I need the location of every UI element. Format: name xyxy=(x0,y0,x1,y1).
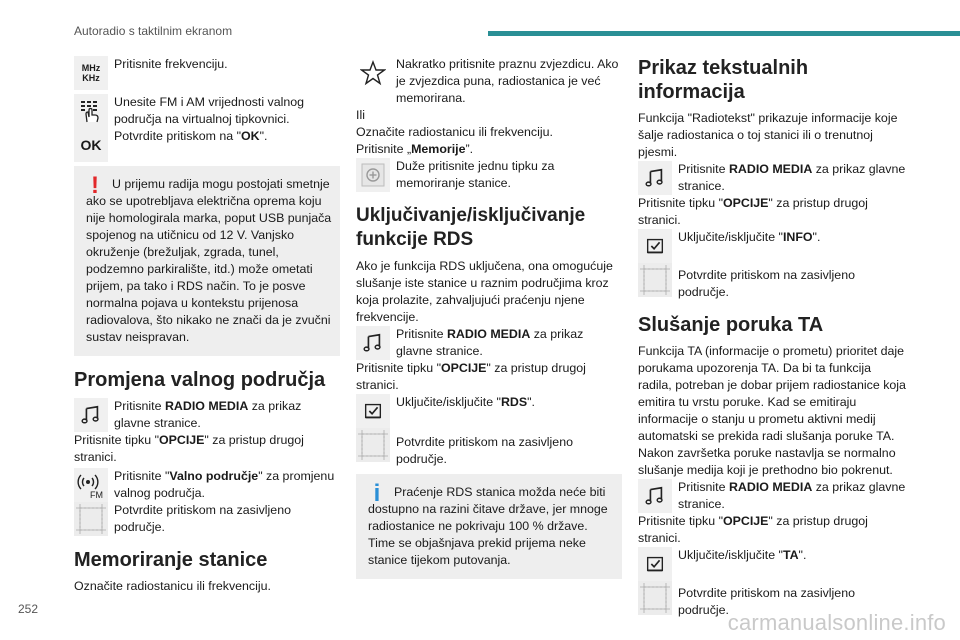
column-2 xyxy=(356,56,622,579)
toggle-checkbox-icon xyxy=(356,394,390,428)
music-note-icon xyxy=(638,161,672,195)
radio-fm-icon xyxy=(74,468,108,502)
text-step-radio-media: Pritisnite RADIO MEDIA za prikaz glavne stranice. xyxy=(638,161,908,195)
music-note-icon xyxy=(74,398,108,432)
header-accent-bar xyxy=(488,31,960,36)
info-icon: i xyxy=(373,480,381,507)
text-step-toggle: Uključite/isključite "INFO". xyxy=(638,229,908,263)
heading-text-info: Prikaz tekstualnih informacija xyxy=(638,57,809,103)
step-longpress: Duže pritisnite jednu tipku za memoriranje stanice. xyxy=(356,158,622,192)
step-frequency xyxy=(74,56,340,92)
ta-step-toggle: Uključite/isključite "TA". xyxy=(638,547,908,581)
toggle-checkbox-icon xyxy=(638,547,672,581)
heading-memory: Memoriranje stanice xyxy=(74,549,268,571)
rds-step-confirm: Potvrdite pritiskom na zasivljeno područje. xyxy=(356,428,622,468)
step-ok: OK Potvrdite pritiskom na "OK". xyxy=(74,128,340,162)
step-frequency-text: Pritisnite frekvenciju. xyxy=(114,57,228,71)
music-note-icon xyxy=(356,326,390,360)
column-3 xyxy=(638,56,908,619)
heading-band: Promjena valnog područja xyxy=(74,369,326,391)
column-1 xyxy=(74,56,340,595)
band-step-wave: FM Pritisnite "Valno područje" za promjenu valnog područja. xyxy=(74,468,340,502)
svg-text:FM: FM xyxy=(90,490,103,499)
ta-step-radio-media: Pritisnite RADIO MEDIA za prikaz glavne stranice. xyxy=(638,479,908,513)
ta-options-line: Pritisnite tipku "OPCIJE" za pristup drugoj stranici. xyxy=(638,514,868,545)
warning-note: ! U prijemu radija mogu postojati smetnje ako se upotrebljava električna oprema koju nije homologirala marka, poput USB punjača spojenog na utičnicu od 12 V. Vanjsko okruženje (brežuljak, zgrada, tunel, podzemno parkiralište, itd.) može ometati prijem, pa tako i RDS način. To je posve normalna pojava u kontekstu prijenosa radiovalova, što nikako ne znači da je zvučni sustav neispravan. xyxy=(74,166,340,356)
toggle-checkbox-icon xyxy=(638,229,672,263)
ta-paragraph: Funkcija TA (informacije o prometu) prioritet daje porukama upozorenja TA. Da bi ta funkcija radila, potreban je dobar prijem radiostanice koja emitira tu vrstu poruke. Kad se emitiraju informacije o stanju u prometu aktivni medij automatski se prekida radi slušanja poruke TA. Nakon završetka poruke nastavlja se normalno slušanje medija koji je prethodno bio pokrenut. xyxy=(638,344,906,477)
band-options-line: Pritisnite tipku "OPCIJE" za pristup drugoj stranici. xyxy=(74,433,304,464)
rds-paragraph: Ako je funkcija RDS uključena, ona omogućuje slušanje iste stanice u raznim područjima kroz koja prolazite, zahvaljujući praćenju njene frekvencije. xyxy=(356,259,613,324)
ta-step-confirm: Potvrdite pritiskom na zasivljeno područje. xyxy=(638,581,908,619)
or-line: Ili xyxy=(356,108,365,122)
rds-step-radio-media: Pritisnite RADIO MEDIA za prikaz glavne stranice. xyxy=(356,326,622,360)
step-fm-am-text: Unesite FM i AM vrijednosti valnog područja na virtualnoj tipkovnici. xyxy=(114,95,305,126)
watermark: carmanualsonline.info xyxy=(727,610,946,635)
text-step-confirm: Potvrdite pritiskom na zasivljeno područje. xyxy=(638,263,908,301)
info-note: i Praćenje RDS stanica možda neće biti dostupno na razini čitave države, jer mnoge radiostanice ne pokrivaju 100 % države. Time se objašnjava prekid prijema neke stanice tijekom putovanja. xyxy=(356,474,622,579)
rds-step-toggle: Uključite/isključite "RDS". xyxy=(356,394,622,428)
text-options-line: Pritisnite tipku "OPCIJE" za pristup drugoj stranici. xyxy=(638,196,868,227)
page-number: 252 xyxy=(18,602,39,616)
band-step-radio-media: Pritisnite RADIO MEDIA za prikaz glavne stranice. xyxy=(74,398,340,432)
text-paragraph: Funkcija "Radiotekst" prikazuje informacije koje šalje radiostanica o toj stanici ili o trenutnoj pjesmi. xyxy=(638,111,898,159)
select-line: Označite radiostanicu ili frekvenciju. xyxy=(356,125,553,139)
heading-ta: Slušanje poruka TA xyxy=(638,314,824,336)
band-step-confirm: Potvrdite pritiskom na zasivljeno područje. xyxy=(74,502,340,536)
greyed-area-icon xyxy=(638,263,672,297)
greyed-area-icon xyxy=(74,502,108,536)
warning-icon: ! xyxy=(91,172,99,199)
memory-line: Označite radiostanicu ili frekvenciju. xyxy=(74,579,271,593)
heading-rds: Uključivanje/isključivanje funkcije RDS xyxy=(356,205,586,250)
star-icon xyxy=(356,56,390,90)
ok-icon: OK xyxy=(74,128,108,162)
press-memory-line: Pritisnite „Memorije”. xyxy=(356,142,474,156)
greyed-area-icon xyxy=(638,581,672,615)
keypad-touch-icon xyxy=(74,94,108,128)
frequency-icon: MHz KHz xyxy=(74,56,108,90)
header-title: Autoradio s taktilnim ekranom xyxy=(74,24,233,38)
add-memory-icon xyxy=(356,158,390,192)
step-fm-am xyxy=(74,94,340,130)
greyed-area-icon xyxy=(356,428,390,462)
rds-options-line: Pritisnite tipku "OPCIJE" za pristup drugoj stranici. xyxy=(356,361,586,392)
step-star: Nakratko pritisnite praznu zvjezdicu. Ako je zvjezdica puna, radiostanica je već memorirana. xyxy=(356,56,622,107)
music-note-icon xyxy=(638,479,672,513)
